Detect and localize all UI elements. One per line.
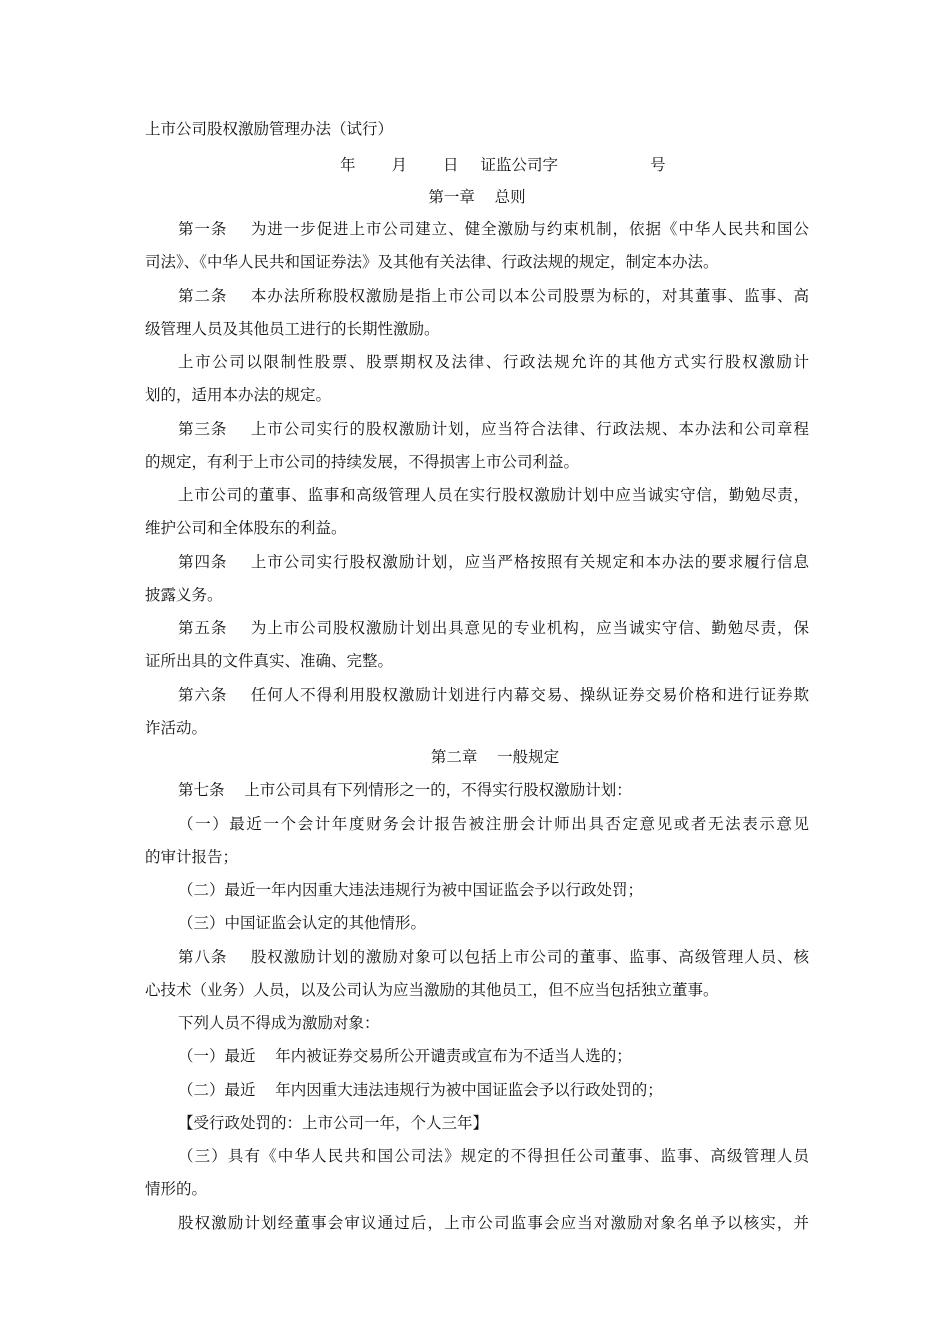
article3-line1: 第三条 上市公司实行的股权激励计划，应当符合法律、行政法规、本办法和公司章程 <box>178 420 809 438</box>
article3-para2-line2: 维护公司和全体股东的利益。 <box>145 519 347 537</box>
dateline <box>340 155 666 175</box>
dateline-day: 日 <box>443 156 459 174</box>
article5-line1: 第五条 为上市公司股权激励计划出具意见的专业机构，应当诚实守信、勤勉尽责，保 <box>178 619 809 637</box>
article8-item3-line1: （三）具有《中华人民共和国公司法》规定的不得担任公司董事、监事、高级管理人员 <box>178 1147 809 1165</box>
article2-para2-line2: 划的，适用本办法的规定。 <box>145 386 332 404</box>
article7-item1-line2: 的审计报告； <box>145 848 239 866</box>
article1-line2: 司法》、《中华人民共和国证券法》及其他有关法律、行政法规的规定，制定本办法。 <box>145 253 719 271</box>
article3-line2: 的规定，有利于上市公司的持续发展，不得损害上市公司利益。 <box>145 453 580 471</box>
article4-line1: 第四条 上市公司实行股权激励计划，应当严格按照有关规定和本办法的要求履行信息 <box>178 553 809 571</box>
chapter2-heading: 第二章 一般规定 <box>430 748 560 766</box>
article7-item3: （三）中国证监会认定的其他情形。 <box>178 914 427 932</box>
dateline-number: 号 <box>650 156 666 174</box>
article8-item1: （一）最近 年内被证券交易所公开谴责或宣布为不适当人选的； <box>178 1047 632 1065</box>
article4-line2: 披露义务。 <box>145 586 223 604</box>
article6-line1: 第六条 任何人不得利用股权激励计划进行内幕交易、操纵证券交易价格和进行证券欺 <box>178 686 809 704</box>
article7-line1: 第七条 上市公司具有下列情形之一的，不得实行股权激励计划： <box>178 781 632 799</box>
dateline-issuer: 证监公司字 <box>480 156 559 174</box>
article2-para2-line1: 上市公司以限制性股票、股票期权及法律、行政法规允许的其他方式实行股权激励计 <box>178 353 809 371</box>
article2-line2: 级管理人员及其他员工进行的长期性激励。 <box>145 320 440 338</box>
document-title: 上市公司股权激励管理办法（试行） <box>145 120 394 138</box>
article8-line2: 心技术（业务）人员，以及公司认为应当激励的其他员工，但不应当包括独立董事。 <box>145 981 719 999</box>
dateline-month: 月 <box>391 156 408 174</box>
article7-item1-line1: （一）最近一个会计年度财务会计报告被注册会计师出具否定意见或者无法表示意见 <box>178 815 809 833</box>
article8-item3-line2: 情形的。 <box>145 1180 208 1198</box>
article8-para2: 下列人员不得成为激励对象： <box>178 1014 380 1032</box>
article7-item2: （二）最近一年内因重大违法违规行为被中国证监会予以行政处罚； <box>178 881 644 899</box>
article6-line2: 诈活动。 <box>145 719 208 737</box>
article8-line1: 第八条 股权激励计划的激励对象可以包括上市公司的董事、监事、高级管理人员、核 <box>178 948 809 966</box>
article8-note: 【受行政处罚的：上市公司一年，个人三年】 <box>178 1114 489 1132</box>
article2-line1: 第二条 本办法所称股权激励是指上市公司以本公司股票为标的，对其董事、监事、高 <box>178 287 809 305</box>
article1-line1: 第一条 为进一步促进上市公司建立、健全激励与约束机制，依据《中华人民共和国公 <box>178 220 809 238</box>
dateline-year: 年 <box>340 156 356 174</box>
article8-para3-line1: 股权激励计划经董事会审议通过后，上市公司监事会应当对激励对象名单予以核实，并 <box>178 1214 809 1232</box>
chapter1-heading: 第一章 总则 <box>428 188 526 206</box>
article5-line2: 证所出具的文件真实、准确、完整。 <box>145 652 394 670</box>
article3-para2-line1: 上市公司的董事、监事和高级管理人员在实行股权激励计划中应当诚实守信，勤勉尽责， <box>178 486 809 504</box>
article8-item2: （二）最近 年内因重大违法违规行为被中国证监会予以行政处罚的； <box>178 1081 663 1099</box>
